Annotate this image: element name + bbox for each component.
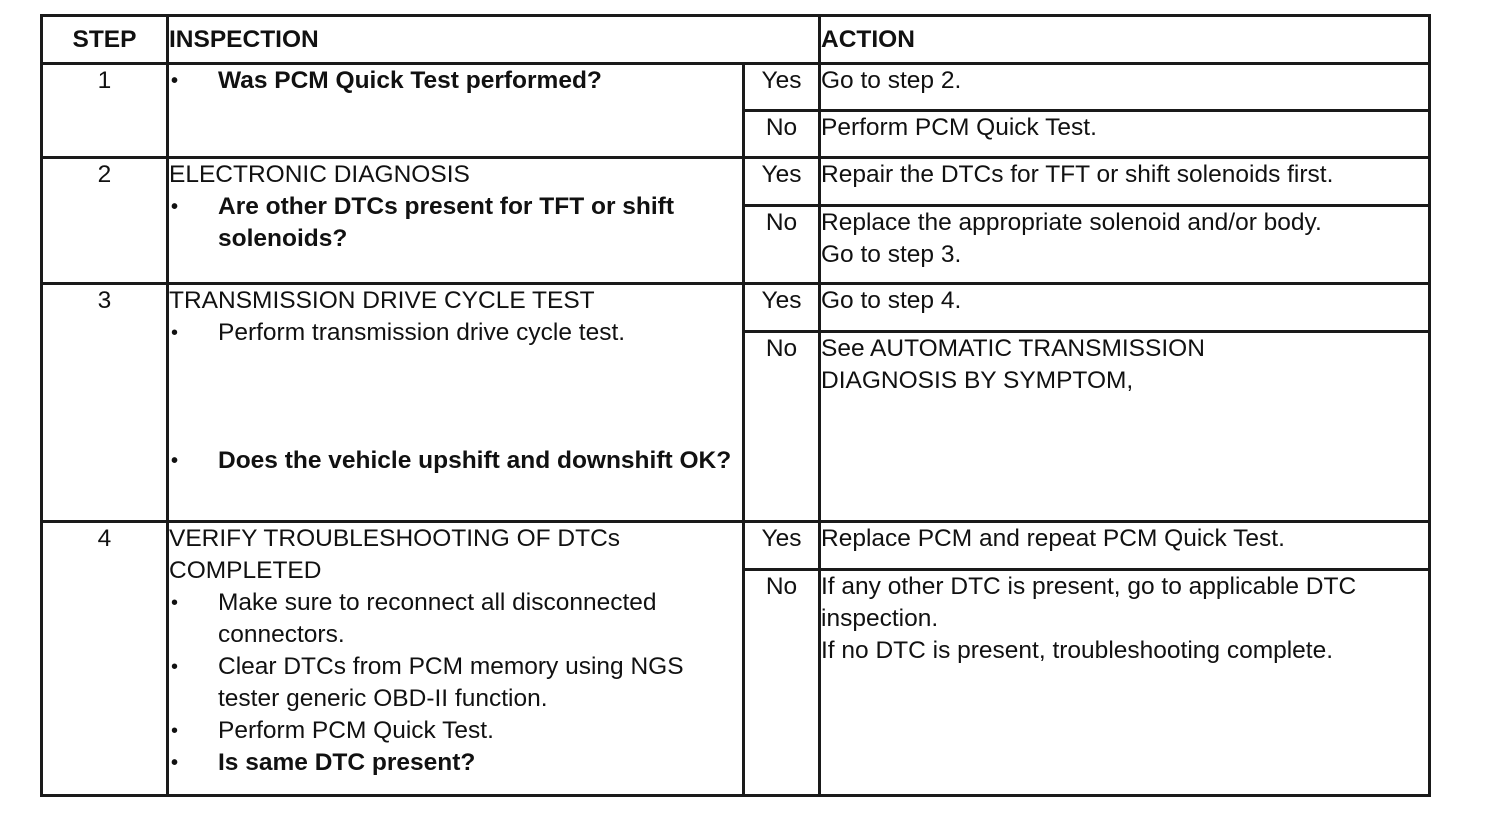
no-action (820, 332, 1430, 522)
step-2-yes-row (42, 158, 1430, 206)
action-line: If any other DTC is present, go to applicable DTC inspection. (821, 573, 1357, 632)
yes-label: Yes (744, 64, 820, 111)
action-line: If no DTC is present, troubleshooting complete. (821, 637, 1334, 664)
yes-label: Yes (744, 284, 820, 332)
action-line: Perform PCM Quick Test. (821, 114, 1097, 141)
step-2-inspection (168, 158, 744, 284)
step-number: 3 (42, 284, 168, 522)
yes-action (820, 284, 1430, 332)
yes-action (820, 522, 1430, 570)
inspection-bullet: • Was PCM Quick Test performed? (169, 65, 742, 97)
no-label: No (744, 111, 820, 158)
action-line: Repair the DTCs for TFT or shift solenoids first. (821, 161, 1334, 188)
action-line: Replace PCM and repeat PCM Quick Test. (821, 525, 1285, 552)
step-number: 1 (42, 64, 168, 158)
step-1-yes-row (42, 64, 1430, 111)
inspection-bullet: • Is same DTC present? (169, 747, 702, 779)
step-4-yes-row (42, 522, 1430, 570)
header-inspection: INSPECTION (168, 16, 820, 64)
step-3-inspection (168, 284, 744, 522)
header-step: STEP (42, 16, 168, 64)
inspection-bullet: • Make sure to reconnect all disconnected connectors. (169, 587, 702, 651)
no-label: No (744, 332, 820, 522)
inspection-bullet: • Perform transmission drive cycle test. (169, 317, 742, 349)
inspection-title: VERIFY TROUBLESHOOTING OF DTCs COMPLETED (169, 525, 621, 584)
yes-action (820, 158, 1430, 206)
action-line: Replace the appropriate solenoid and/or body. (821, 209, 1322, 236)
step-number: 2 (42, 158, 168, 284)
yes-label: Yes (744, 158, 820, 206)
no-action (820, 206, 1430, 284)
action-line: Go to step 3. (821, 241, 962, 268)
no-label: No (744, 570, 820, 796)
header-row (42, 16, 1430, 64)
no-label: No (744, 206, 820, 284)
step-1-inspection (168, 64, 744, 158)
yes-action (820, 64, 1430, 111)
step-4-inspection (168, 522, 744, 796)
header-action: ACTION (820, 16, 1430, 64)
yes-label: Yes (744, 522, 820, 570)
no-action (820, 570, 1430, 796)
inspection-bullet: • Does the vehicle upshift and downshift OK? (169, 445, 742, 477)
inspection-bullet: • Are other DTCs present for TFT or shift solenoids? (169, 191, 742, 255)
no-action (820, 111, 1430, 158)
diagnostic-table (40, 14, 1431, 797)
action-line: See AUTOMATIC TRANSMISSION DIAGNOSIS BY SYMPTOM, (821, 335, 1205, 394)
inspection-title: TRANSMISSION DRIVE CYCLE TEST (169, 287, 595, 314)
inspection-bullet: • Perform PCM Quick Test. (169, 715, 702, 747)
step-number: 4 (42, 522, 168, 796)
action-line: Go to step 4. (821, 287, 962, 314)
inspection-bullet: • Clear DTCs from PCM memory using NGS tester generic OBD-II function. (169, 651, 702, 715)
action-line: Go to step 2. (821, 67, 962, 94)
step-3-yes-row (42, 284, 1430, 332)
inspection-title: ELECTRONIC DIAGNOSIS (169, 161, 470, 188)
